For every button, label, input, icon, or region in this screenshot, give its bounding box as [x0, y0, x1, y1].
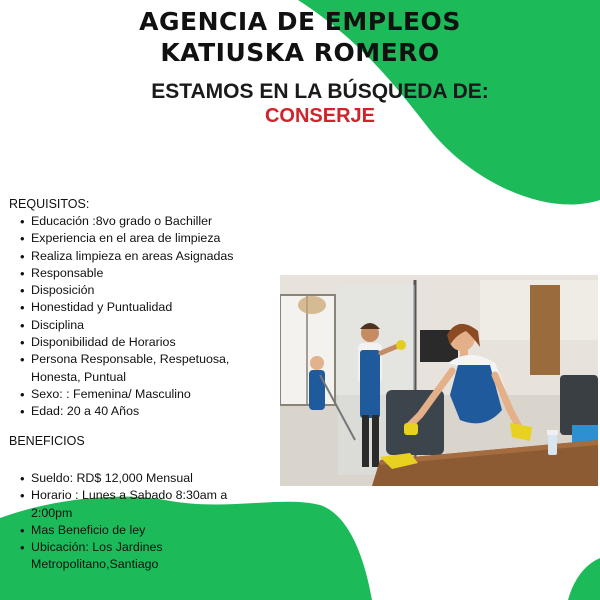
list-item: • Sueldo: RD$ 12,000 Mensual — [10, 470, 255, 487]
list-item: • Honestidad y Puntualidad — [10, 299, 260, 316]
list-item: • Disponibilidad de Horarios — [10, 334, 260, 351]
cleaning-staff-photo — [280, 275, 598, 486]
benefits-list — [10, 470, 255, 574]
search-subtitle: ESTAMOS EN LA BÚSQUEDA DE: — [151, 80, 489, 103]
list-item: • Sexo: : Femenina/ Masculino — [10, 386, 260, 403]
list-item: • Horario : Lunes a Sabado 8:30am a 2:00pm — [10, 487, 255, 522]
requirements-list — [10, 213, 260, 421]
agency-title-line1: AGENCIA DE EMPLEOS — [139, 7, 461, 36]
list-item: • Experiencia en el area de limpieza — [10, 230, 260, 247]
agency-title — [0, 6, 600, 68]
benefits-heading: BENEFICIOS — [9, 434, 85, 448]
job-position: CONSERJE — [264, 105, 376, 127]
list-item: • Disciplina — [10, 317, 260, 334]
list-item: • Realiza limpieza en areas Asignadas — [10, 248, 260, 265]
green-corner-bottom-right — [568, 558, 600, 600]
agency-title-line2: KATIUSKA ROMERO — [160, 38, 440, 67]
list-item: • Disposición — [10, 282, 260, 299]
list-item: • Responsable — [10, 265, 260, 282]
list-item: • Mas Beneficio de ley — [10, 522, 255, 539]
requirements-heading: REQUISITOS: — [9, 197, 90, 211]
list-item: • Educación :8vo grado o Bachiller — [10, 213, 260, 230]
list-item: • Ubicación: Los Jardines Metropolitano,Santiago — [10, 539, 255, 574]
list-item: • Persona Responsable, Respetuosa, Honesta, Puntual — [10, 351, 260, 386]
list-item: • Edad: 20 a 40 Años — [10, 403, 260, 420]
